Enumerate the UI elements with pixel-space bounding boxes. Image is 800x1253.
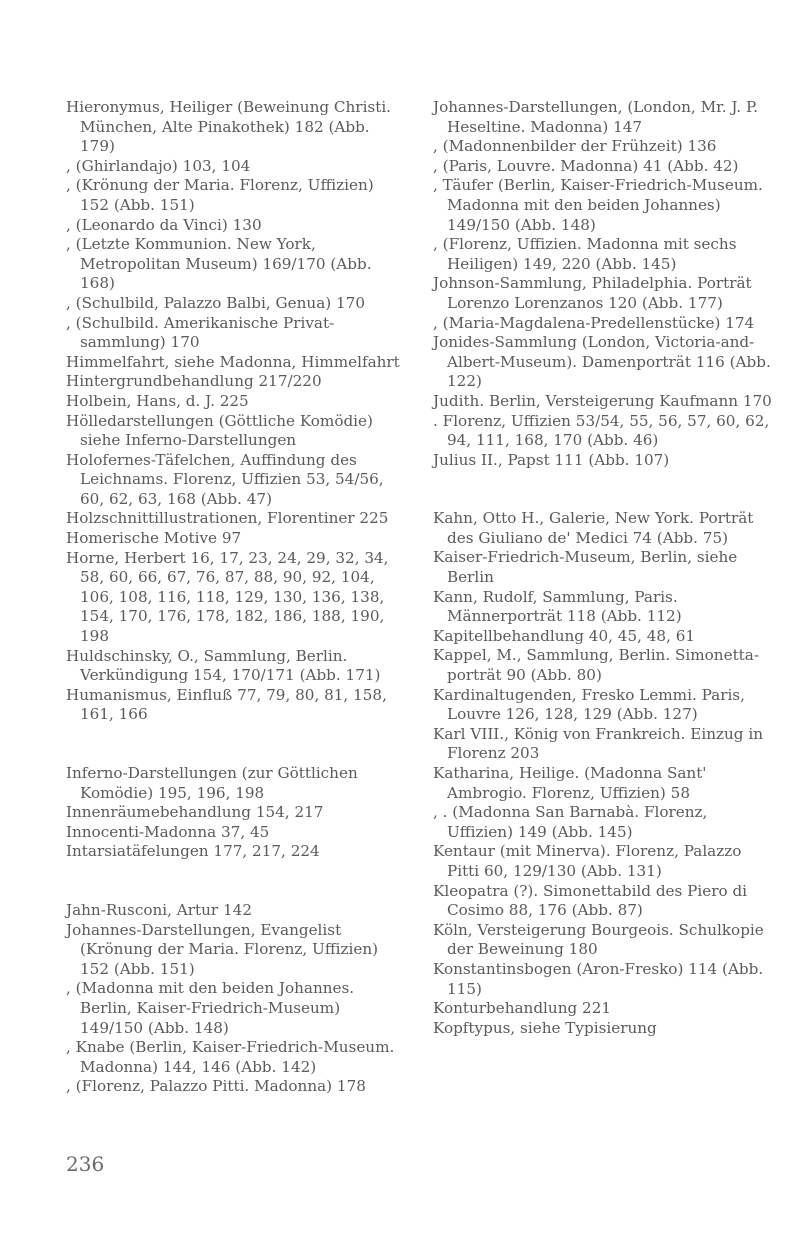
index-entry: Kentaur (mit Minerva). Florenz, Palazzo Pitti 60, 129/130 (Abb. 131) xyxy=(433,842,742,880)
index-entry: Kapitellbehandlung 40, 45, 48, 61 xyxy=(433,626,696,645)
index-entry: Hintergrundbehandlung 217/220 xyxy=(66,372,322,391)
index-entry: , Täufer (Berlin, Kaiser-Friedrich-Museum. Madonna mit den beiden Johannes) 149/150 (Abb. 148) xyxy=(433,176,763,234)
section-gap xyxy=(66,862,406,901)
index-entry: Innocenti-Madonna 37, 45 xyxy=(66,822,270,841)
index-entry: Julius II., Papst 111 (Abb. 107) xyxy=(433,450,670,469)
index-entry: Kardinaltugenden, Fresko Lemmi. Paris, Louvre 126, 128, 129 (Abb. 127) xyxy=(433,685,745,724)
index-entry: , (Madonnenbilder der Frühzeit) 136 xyxy=(433,137,717,156)
index-entry: Konturbehandlung 221 xyxy=(433,999,612,1018)
index-entry: Johannes-Darstellungen, Evangelist (Krönung der Maria. Florenz, Uffizien) 152 (Abb. 151) xyxy=(66,920,379,978)
index-entry: Katharina, Heilige. (Madonna Sant' Ambrogio. Florenz, Uffizien) 58 xyxy=(433,764,707,802)
index-entry: Inferno-Darstellungen (zur Göttlichen Komödie) 195, 196, 198 xyxy=(66,764,358,802)
index-entry: Kopftypus, siehe Typisierung xyxy=(433,1018,657,1037)
page-number: 236 xyxy=(66,1152,105,1176)
index-entry: , . (Madonna San Barnabà. Florenz, Uffizien) 149 (Abb. 145) xyxy=(433,803,708,841)
index-entry: Innenräumebehandlung 154, 217 xyxy=(66,803,324,822)
index-entry: Humanismus, Einfluß 77, 79, 80, 81, 158, 161, 166 xyxy=(66,685,387,724)
index-entry: . Florenz, Uffizien 53/54, 55, 56, 57, 60, 62, 94, 111, 168, 170 (Abb. 46) xyxy=(433,411,770,450)
right-index-column xyxy=(433,98,773,1038)
index-entry: Intarsiatäfelungen 177, 217, 224 xyxy=(66,842,320,861)
index-entry: Hieronymus, Heiliger (Beweinung Christi. München, Alte Pinakothek) 182 (Abb. 179) xyxy=(66,98,392,156)
index-entry: Kann, Rudolf, Sammlung, Paris. Männerporträt 118 (Abb. 112) xyxy=(433,587,682,626)
index-entry: , (Florenz, Palazzo Pitti. Madonna) 178 xyxy=(66,1077,366,1096)
index-entry: Konstantinsbogen (Aron-Fresko) 114 (Abb. 115) xyxy=(433,959,764,998)
index-entry: Kahn, Otto H., Galerie, New York. Porträt des Giuliano de' Medici 74 (Abb. 75) xyxy=(433,509,754,547)
index-entry: , (Schulbild, Palazzo Balbi, Genua) 170 xyxy=(66,293,365,312)
index-entry: Jahn-Rusconi, Artur 142 xyxy=(66,900,252,919)
index-entry: Johnson-Sammlung, Philadelphia. Porträt Lorenzo Lorenzanos 120 (Abb. 177) xyxy=(433,274,752,312)
left-index-column xyxy=(66,98,406,1097)
index-entry: Karl VIII., König von Frankreich. Einzug in Florenz 203 xyxy=(433,724,763,763)
index-entry: Horne, Herbert 16, 17, 23, 24, 29, 32, 34, 58, 60, 66, 67, 76, 87, 88, 90, 92, 104, 106, 108, 116, 118, 129, 130, 136, 138, 154, 170, 176, 178, 182, 186, 188, 190, 198 xyxy=(66,548,389,646)
index-entry: , (Krönung der Maria. Florenz, Uffizien) 152 (Abb. 151) xyxy=(66,176,374,214)
index-entry: , (Leonardo da Vinci) 130 xyxy=(66,215,262,234)
index-entry: , (Ghirlandajo) 103, 104 xyxy=(66,156,251,175)
index-entry: , (Paris, Louvre. Madonna) 41 (Abb. 42) xyxy=(433,156,739,175)
index-entry: , (Letzte Kommunion. New York, Metropolitan Museum) 169/170 (Abb. 168) xyxy=(66,235,372,293)
index-entry: , (Maria-Magdalena-Predellenstücke) 174 xyxy=(433,313,755,332)
index-entry: Huldschinsky, O., Sammlung, Berlin. Verkündigung 154, 170/171 (Abb. 171) xyxy=(66,646,381,685)
index-entry: Holzschnittillustrationen, Florentiner 225 xyxy=(66,509,389,528)
index-entry: , (Schulbild. Amerikanische Privat-sammlung) 170 xyxy=(66,313,335,352)
index-entry: Homerische Motive 97 xyxy=(66,529,242,548)
index-entry: Hölledarstellungen (Göttliche Komödie) siehe Inferno-Darstellungen xyxy=(66,411,373,450)
index-entry: Johannes-Darstellungen, (London, Mr. J. P. Heseltine. Madonna) 147 xyxy=(433,98,758,136)
index-entry: Kaiser-Friedrich-Museum, Berlin, siehe Berlin xyxy=(433,548,738,587)
section-gap xyxy=(433,470,773,509)
index-entry: Holofernes-Täfelchen, Auffindung des Leichnams. Florenz, Uffizien 53, 54/56, 60, 62, 63, 168 (Abb. 47) xyxy=(66,450,384,508)
index-entry: Köln, Versteigerung Bourgeois. Schulkopie der Beweinung 180 xyxy=(433,920,764,959)
index-entry: , (Madonna mit den beiden Johannes. Berlin, Kaiser-Friedrich-Museum) 149/150 (Abb. 148) xyxy=(66,979,355,1037)
index-entry: , Knabe (Berlin, Kaiser-Friedrich-Museum. Madonna) 144, 146 (Abb. 142) xyxy=(66,1038,395,1076)
index-entry: Himmelfahrt, siehe Madonna, Himmelfahrt xyxy=(66,352,400,371)
index-entry: Kappel, M., Sammlung, Berlin. Simonetta-porträt 90 (Abb. 80) xyxy=(433,646,759,685)
index-entry: Jonides-Sammlung (London, Victoria-and-Albert-Museum). Damenporträt 116 (Abb. 122) xyxy=(433,333,771,391)
index-entry: , (Florenz, Uffizien. Madonna mit sechs Heiligen) 149, 220 (Abb. 145) xyxy=(433,235,737,273)
index-entry: Holbein, Hans, d. J. 225 xyxy=(66,391,249,410)
index-entry: Judith. Berlin, Versteigerung Kaufmann 170 xyxy=(433,391,772,410)
section-gap xyxy=(66,725,406,764)
index-entry: Kleopatra (?). Simonettabild des Piero di Cosimo 88, 176 (Abb. 87) xyxy=(433,881,748,920)
